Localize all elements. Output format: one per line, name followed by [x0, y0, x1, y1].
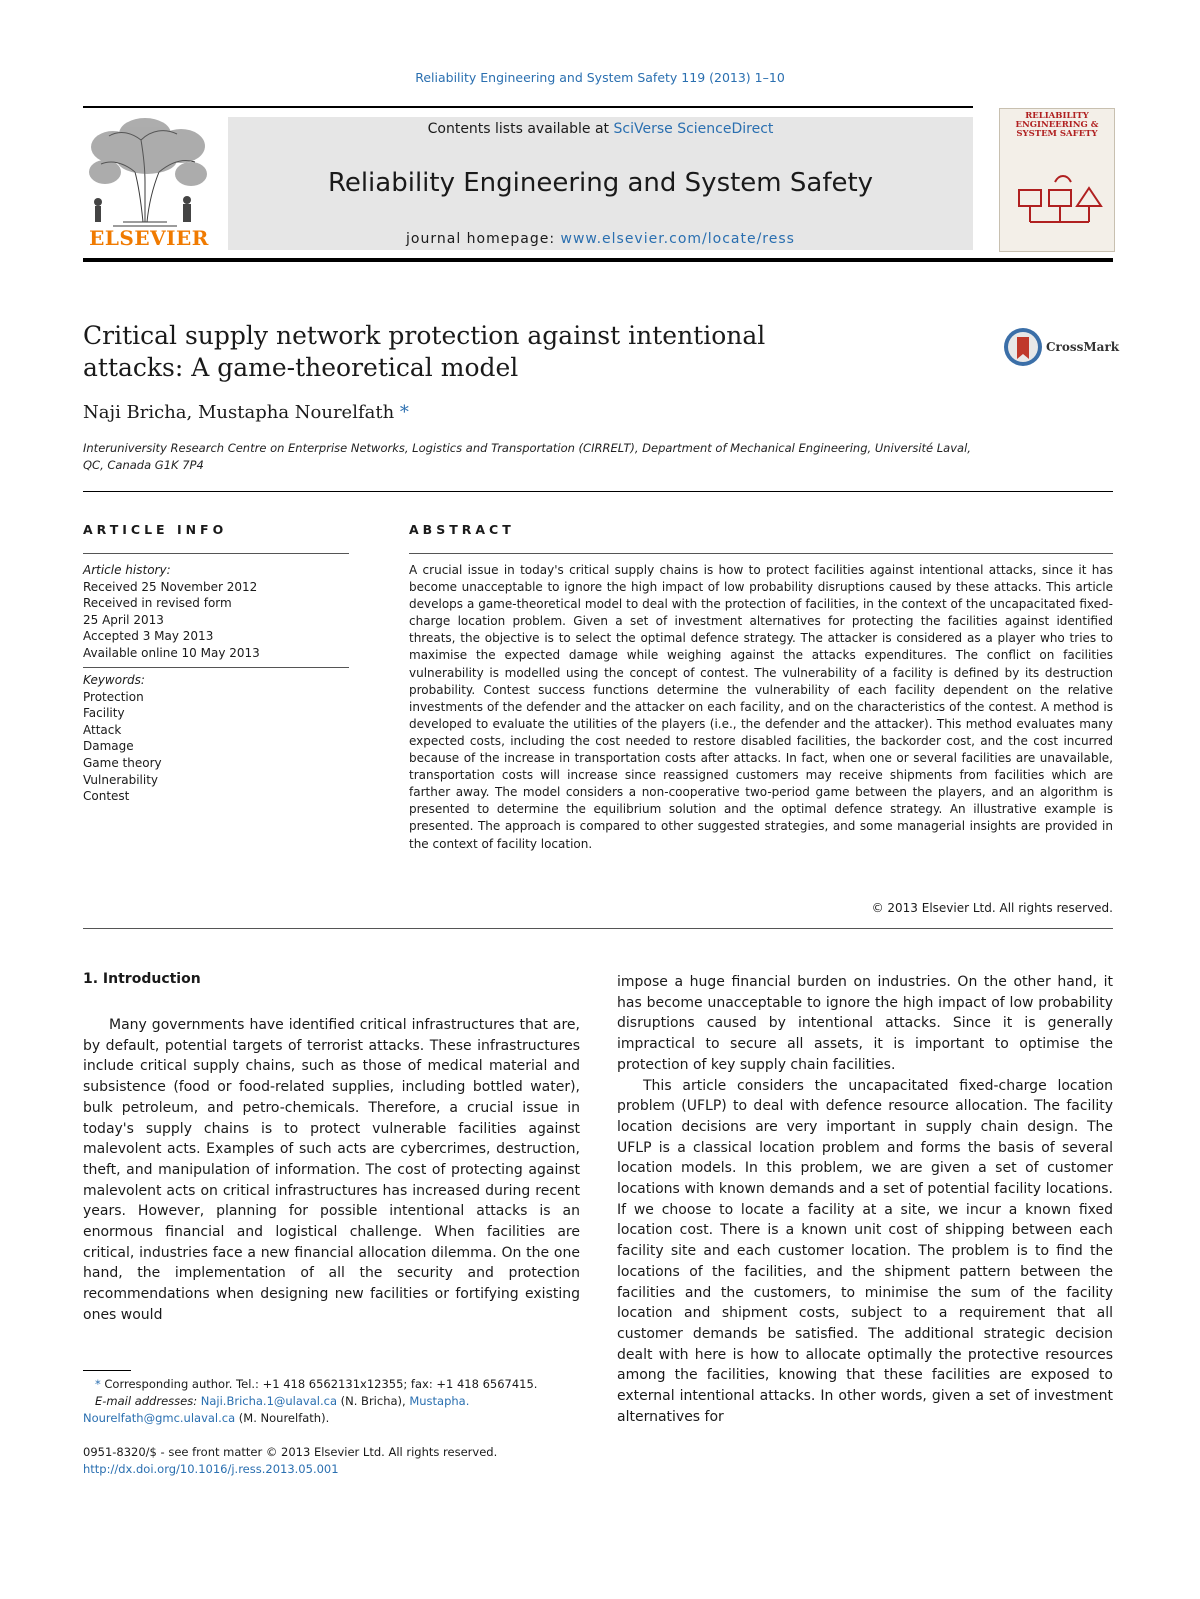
crossmark-label[interactable]: CrossMark — [1046, 340, 1120, 354]
history-label: Article history: — [83, 563, 171, 577]
footnote-rule — [83, 1370, 131, 1371]
history-item: Accepted 3 May 2013 — [83, 629, 214, 644]
keywords-rule — [83, 667, 349, 668]
keyword-item: Damage — [83, 739, 134, 754]
history-item: Received in revised form — [83, 596, 232, 611]
intro-paragraph: Many governments have identified critical infrastructures that are, by default, potential targets of terrorist attacks. These infrastructures include critical supply chains, such as those of medical material and subsistence (food or food-related supplies, including bottled water), bulk petroleum, and petro-chemicals. Therefore, a crucial issue in today's supply chains is to protect vulnerable facilities against malevolent acts. Examples of such acts are cybercrimes, destruction, theft, and manipulation of information. The cost of protecting against malevolent acts on critical infrastructures has increased during recent years. However, planning for possible intentional attacks is an enormous financial and logistical challenge. When facilities are critical, industries face a new financial allocation dilemma. On the one hand, the implementation of all the security and protection recommendations when designing new facilities or fortifying existing ones would — [83, 1017, 580, 1323]
article-info-rule — [83, 553, 349, 554]
history-item: 25 April 2013 — [83, 612, 164, 627]
corresponding-author-text: Corresponding author. Tel.: +1 418 6562131x12355; fax: +1 418 6567415. — [100, 1377, 538, 1391]
email-owner-nourelfath: (M. Nourelfath). — [235, 1411, 330, 1425]
issn-line: 0951-8320/$ - see front matter © 2013 Elsevier Ltd. All rights reserved. — [83, 1445, 498, 1459]
abstract-copyright: © 2013 Elsevier Ltd. All rights reserved. — [871, 901, 1113, 915]
keyword-item: Protection — [83, 689, 144, 704]
cover-title: RELIABILITY ENGINEERING & SYSTEM SAFETY — [1015, 111, 1099, 139]
abstract-text: A crucial issue in today's critical supply chains is how to protect facilities against intentional attacks, since it has become unacceptable to ignore the high impact of low probability disruptions caused by these attacks. This article develops a game-theoretical model to deal with the protection of facilities, in the context of the uncapacitated fixed-charge location problem. Given a set of investment alternatives for protecting the facilities against identified threats, the objective is to select the optimal defence strategy. The attacker is considered as a player who tries to maximise the expected damage while weighing against the attacks expenditures. The conflict on facilities vulnerability is modelled using the concept of contest. The vulnerability of a facility is defined by its destruction probability. Contest success functions determine the vulnerability of each facility dependent on the relative investments of the defender and the attacker on each facility, and on the characteristics of the contest. A method is developed to evaluate the utilities of the players (i.e., the defender and the attacker). This method evaluates many expected costs, including the cost needed to restore disabled facilities, the backorder cost, and the cost incurred because of the increase in transportation costs after attacks. In fact, when one or several facilities are unavailable, transportation costs will increase since reassigned customers may receive shipments from facilities which are farther away. The model considers a non-cooperative two-period game between the players, and an algorithm is presented to determine the equilibrium solution and the optimal defence strategy. An illustrative example is presented. The approach is compared to other suggested strategies, and some managerial insights are provided in the context of facility location. — [409, 563, 1113, 851]
intro-paragraph: impose a huge financial burden on industries. On the other hand, it has become unacceptable to ignore the high impact of low probability disruptions caused by intentional attacks. Since it is generally impractical to secure all assets, it is important to optimise the protection of key supply chain facilities. — [617, 974, 1113, 1073]
corresponding-author-note — [83, 1376, 580, 1393]
author-list — [83, 402, 409, 423]
email-link-nourelfath-part2[interactable]: Nourelfath@gmc.ulaval.ca — [83, 1411, 236, 1425]
affiliation-line-1: Interuniversity Research Centre on Enterprise Networks, Logistics and Transportation (CIRRELT), Department of Mechanical Engineering, Université Laval, — [83, 441, 971, 455]
journal-title: Reliability Engineering and System Safety — [327, 168, 874, 198]
article-title — [83, 320, 903, 384]
keyword-item: Contest — [83, 789, 130, 804]
abstract-bottom-rule — [83, 928, 1113, 929]
contents-line — [228, 121, 973, 137]
sciencedirect-link[interactable]: SciVerse ScienceDirect — [613, 121, 774, 137]
corresponding-author-mark[interactable]: * — [399, 402, 409, 423]
cover-diagram-icon — [1015, 170, 1105, 240]
email-owner-bricha: (N. Bricha), — [337, 1394, 410, 1408]
homepage-link[interactable]: www.elsevier.com/locate/ress — [560, 231, 795, 247]
abstract-rule — [409, 553, 1113, 554]
header-bottom-rule — [83, 258, 1113, 262]
affiliation-line-2: QC, Canada G1K 7P4 — [83, 458, 204, 472]
keyword-item: Game theory — [83, 755, 162, 770]
keywords — [83, 672, 349, 805]
keywords-label: Keywords: — [83, 673, 145, 687]
email-label: E-mail addresses: — [95, 1394, 198, 1408]
publisher-wordmark: ELSEVIER — [89, 226, 209, 250]
email-addresses — [83, 1393, 580, 1410]
history-item: Received 25 November 2012 — [83, 579, 258, 594]
issn-block — [83, 1444, 580, 1478]
footnote-mark[interactable]: * — [95, 1377, 101, 1391]
doi-link[interactable]: http://dx.doi.org/10.1016/j.ress.2013.05.001 — [83, 1462, 339, 1476]
email-continuation — [83, 1410, 580, 1427]
footnote — [83, 1376, 580, 1427]
article-info-heading: ARTICLE INFO — [83, 522, 228, 537]
running-head[interactable]: Reliability Engineering and System Safety 119 (2013) 1–10 — [415, 70, 785, 85]
homepage-prefix: journal homepage: — [406, 231, 561, 247]
keyword-item: Facility — [83, 706, 125, 721]
article-history — [83, 562, 349, 662]
authors-names: Naji Bricha, Mustapha Nourelfath — [83, 402, 395, 423]
history-item: Available online 10 May 2013 — [83, 645, 260, 660]
title-line-2: attacks: A game-theoretical model — [83, 353, 519, 382]
keyword-item: Vulnerability — [83, 772, 159, 787]
body-column-right — [617, 972, 1113, 1427]
journal-homepage-line — [228, 231, 973, 247]
body-column-left — [83, 1015, 580, 1326]
header-top-rule — [83, 106, 973, 108]
contents-prefix: Contents lists available at — [427, 121, 614, 137]
intro-paragraph: This article considers the uncapacitated fixed-charge location problem (UFLP) to deal with defence resource allocation. The facility location decisions are very important in supply chain design. The UFLP is a classical location problem and forms the basis of several location models. In this problem, we are given a set of customer locations with known demands and a set of potential facility locations. If we choose to locate a facility at a site, we incur a known fixed location cost. There is a known unit cost of shipping between each facility site and each customer location. The problem is to find the locations of the facilities, and the shipment pattern between the facilities and the customers, to minimise the sum of the facility location and shipment costs, subject to a requirement that all customer demands be satisfied. The additional strategic decision dealt with here is how to allocate optimally the protective resources among the facilities, knowing that these facilities are exposed to external intentional attacks. In other words, given a set of investment alternatives for — [617, 1077, 1113, 1425]
title-line-1: Critical supply network protection against intentional — [83, 321, 766, 350]
affiliation — [83, 440, 1083, 474]
email-link-bricha[interactable]: Naji.Bricha.1@ulaval.ca — [200, 1394, 337, 1408]
crossmark-icon[interactable] — [1003, 327, 1043, 367]
abstract-heading: ABSTRACT — [409, 522, 515, 537]
keyword-item: Attack — [83, 722, 122, 737]
section-heading-introduction: 1. Introduction — [83, 971, 201, 987]
affiliation-rule — [83, 491, 1113, 492]
email-link-nourelfath-part1[interactable]: Mustapha. — [409, 1394, 470, 1408]
